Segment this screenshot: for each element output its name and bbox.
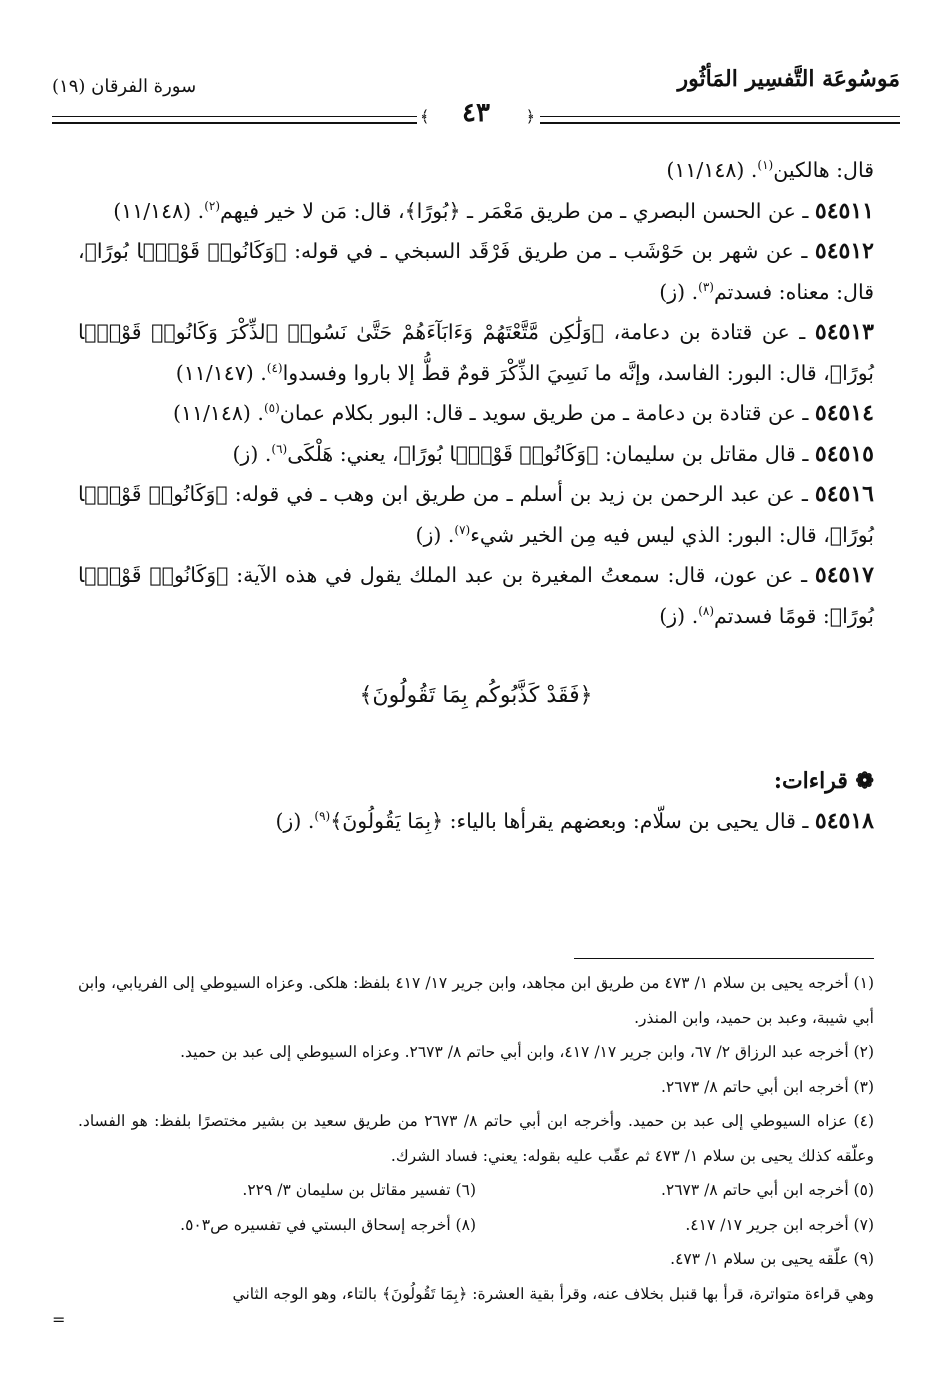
footnotes [78,966,874,1311]
entry-54511: ٥٤٥١١ ـ عن الحسن البصري ـ من طريق مَعْمَر ـ ﴿بُورًا﴾، قال: مَن لا خير فيهم$^{(٢)}$. (١١/١٤٨) [113,197,874,224]
footnote-8: (٨) أخرجه إسحاق البستي في تفسيره ص٥٠٣. [180,1215,476,1234]
footnote-row-7-8 [78,1208,874,1243]
entry-54515: ٥٤٥١٥ ـ قال مقاتل بن سليمان: ﴿وَكَانُوا۟ قَوْمًۢا بُورًا﴾، يعني: هَلْكَى$^{(٦)}$. (ز) [232,440,874,467]
footnote-3: (٣) أخرجه ابن أبي حاتم ٨/ ٢٦٧٣. [660,1077,874,1096]
entry-number: ٥٤٥١٣ [814,319,874,345]
page-number: ٤٣ [462,98,490,128]
footnote-2: (٢) أخرجه عبد الرزاق ٢/ ٦٧، وابن جرير ١٧/ ٤١٧، وابن أبي حاتم ٨/ ٢٦٧٣. وعزاه السيوطي إلى عبد بن حميد. [180,1043,874,1061]
footnote-9: (٩) علّقه يحيى بن سلام ١/ ٤٧٣. [670,1250,874,1268]
entry-0: قال: هالكين$^{(١)}$. (١١/١٤٨) [666,158,874,182]
entry-54513: ٥٤٥١٣ ـ عن قتادة بن دعامة، ﴿وَلَٰكِن مَّتَّعْتَهُمْ وَءَابَآءَهُمْ حَتَّىٰ نَسُوا۟ ٱلذِّكْرَ وَكَانُوا۟ قَوْمًۢا بُورًا﴾، قال: البور: الفاسد، وإنَّه ما نَسِيَ الذِّكْرَ قومٌ قطُّ إلا باروا وفسدوا$^{(٤)}$. (١١/١٤٧) [78,319,874,385]
entry-number: ٥٤٥١٨ [814,808,874,834]
footnote-row-5-6 [78,1173,874,1208]
continuation-mark: = [52,1310,66,1329]
footnote-continuation: وهي قراءة متواترة، قرأ بها قنبل بخلاف عنه، وقرأ بقية العشرة: ﴿بِمَا تَقُولُونَ﴾ بالتاء، وهو الوجه الثاني [232,1284,874,1303]
entry-number: ٥٤٥١٦ [814,481,874,507]
entry-number: ٥٤٥١٢ [814,238,874,264]
page-header [52,62,900,132]
entry-54512: ٥٤٥١٢ ـ عن شهر بن حَوْشَب ـ من طريق فَرْقَد السبخي ـ في قوله: ﴿وَكَانُوا۟ قَوْمًۢا بُورًا﴾، قال: معناه: فسدتم$^{(٣)}$. (ز) [78,238,874,304]
footnote-divider [574,958,874,959]
footnote-5: (٥) أخرجه ابن أبي حاتم ٨/ ٢٦٧٣. [660,1181,874,1199]
book-title: مَوسُوعَة التَّفسِير المَأثُور [677,66,900,92]
entry-54517: ٥٤٥١٧ ـ عن عون، قال: سمعتُ المغيرة بن عبد الملك يقول في هذه الآية: ﴿وَكَانُوا۟ قَوْمًۢا بُورًا﴾: قومًا فسدتم$^{(٨)}$. (ز) [78,562,874,628]
ornament-right-icon: ﴿ [525,107,535,126]
ornament-left-icon: ﴾ [420,107,430,126]
entry-54514: ٥٤٥١٤ ـ عن قتادة بن دعامة ـ من طريق سويد ـ قال: البور بكلام عمان$^{(٥)}$. (١١/١٤٨) [172,400,874,426]
section-heading: ❁ قراءات: [773,767,874,794]
entry-54516: ٥٤٥١٦ ـ عن عبد الرحمن بن زيد بن أسلم ـ من طريق ابن وهب ـ في قوله: ﴿وَكَانُوا۟ قَوْمًۢا بُورًا﴾، قال: البور: الذي ليس فيه مِن الخير شيء$^{(٧)}$. (ز) [78,481,874,547]
main-text [78,150,874,842]
entry-number: ٥٤٥١٧ [814,562,874,588]
footnote-6: (٦) تفسير مقاتل بن سليمان ٣/ ٢٢٩. [242,1181,476,1199]
footnote-7: (٧) أخرجه ابن جرير ١٧/ ٤١٧. [685,1215,874,1234]
surah-title: سورة الفرقان (١٩) [52,76,197,97]
entry-number: ٥٤٥١٤ [814,400,874,426]
entry-number: ٥٤٥١١ [814,197,874,224]
verse-heading: ﴿فَقَدْ كَذَّبُوكُم بِمَا تَقُولُونَ﴾ [359,683,593,708]
entry-number: ٥٤٥١٥ [814,440,874,467]
entry-54518: ٥٤٥١٨ ـ قال يحيى بن سلّام: وبعضهم يقرأها بالياء: ﴿بِمَا يَقُولُونَ﴾$^{(٩)}$. (ز) [275,808,874,834]
footnote-4: (٤) عزاه السيوطي إلى عبد بن حميد. وأخرجه ابن أبي حاتم ٨/ ٢٦٧٣ من طريق سعيد بن بشير مختصرًا بلفظ: هو الفساد. وعلّقه كذلك يحيى بن سلام ١/ ٤٧٣ ثم عقّب عليه بقوله: يعني: فساد الشرك. [78,1112,875,1165]
footnote-1: (١) أخرجه يحيى بن سلام ١/ ٤٧٣ من طريق ابن مجاهد، وابن جرير ١٧/ ٤١٧ بلفظ: هلكى. وعزاه السيوطي إلى الفريابي، وابن أبي شيبة، وعبد بن حميد، وابن المنذر. [78,974,874,1027]
